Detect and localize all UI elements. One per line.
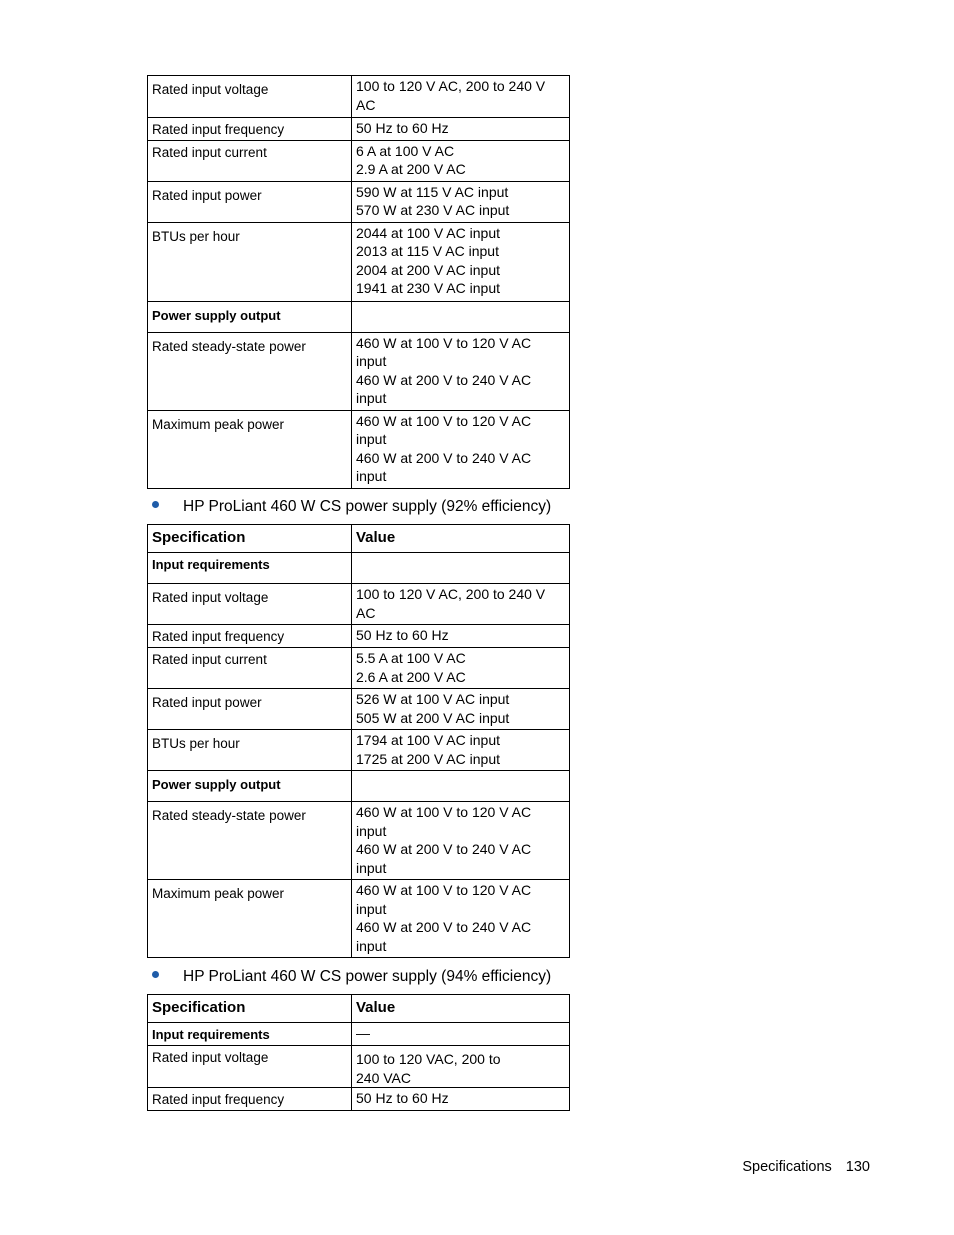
spec-label: Rated input voltage xyxy=(148,76,352,118)
spec-value: — xyxy=(352,1023,570,1046)
table-row xyxy=(148,118,570,141)
table-section-row xyxy=(148,1023,570,1046)
section-label: Power supply output xyxy=(148,771,352,802)
spec-label: Rated input power xyxy=(148,689,352,730)
column-header-specification: Specification xyxy=(148,525,352,553)
spec-label: Rated input current xyxy=(148,648,352,689)
spec-value: 100 to 120 V AC, 200 to 240 V AC xyxy=(352,76,570,118)
spec-label: Maximum peak power xyxy=(148,410,352,488)
spec-value: 50 Hz to 60 Hz xyxy=(352,1088,570,1111)
table-header-row xyxy=(148,995,570,1023)
spec-value: 50 Hz to 60 Hz xyxy=(352,118,570,141)
table-row xyxy=(148,648,570,689)
table-section-row xyxy=(148,301,570,332)
spec-label: Rated input voltage xyxy=(148,584,352,625)
table-row xyxy=(148,410,570,488)
spec-label: Rated input frequency xyxy=(148,118,352,141)
table-row xyxy=(148,222,570,301)
section-label: Input requirements xyxy=(148,553,352,584)
bullet-item xyxy=(152,967,551,987)
table-row xyxy=(148,584,570,625)
table-row xyxy=(148,1088,570,1111)
spec-table-continued xyxy=(147,75,570,489)
table-row xyxy=(148,332,570,410)
table-row xyxy=(148,880,570,958)
page-number: 130 xyxy=(845,1159,870,1175)
footer-section-name: Specifications xyxy=(742,1159,832,1175)
bullet-item xyxy=(152,497,551,517)
table-row xyxy=(148,689,570,730)
spec-value: 100 to 120 VAC, 200 to 240 VAC xyxy=(352,1046,570,1088)
column-header-value: Value xyxy=(352,995,570,1023)
section-label: Input requirements xyxy=(148,1023,352,1046)
bullet-dot-icon xyxy=(152,501,159,508)
spec-label: Rated steady-state power xyxy=(148,332,352,410)
table-row xyxy=(148,730,570,771)
spec-value: 590 W at 115 V AC input 570 W at 230 V AC input xyxy=(352,181,570,222)
table-section-row xyxy=(148,771,570,802)
bullet-dot-icon xyxy=(152,971,159,978)
table-row xyxy=(148,76,570,118)
table-row xyxy=(148,625,570,648)
spec-label: Rated steady-state power xyxy=(148,802,352,880)
bullet-text: HP ProLiant 460 W CS power supply (92% efficiency) xyxy=(183,498,552,515)
section-label: Power supply output xyxy=(148,301,352,332)
bullet-text: HP ProLiant 460 W CS power supply (94% efficiency) xyxy=(183,968,552,985)
table-row xyxy=(148,181,570,222)
spec-value: 460 W at 100 V to 120 V AC input 460 W at 200 V to 240 V AC input xyxy=(352,410,570,488)
spec-value xyxy=(352,553,570,584)
table-row xyxy=(148,802,570,880)
spec-label: Maximum peak power xyxy=(148,880,352,958)
column-header-value: Value xyxy=(352,525,570,553)
spec-label: Rated input frequency xyxy=(148,625,352,648)
page-footer xyxy=(742,1158,870,1176)
spec-value: 460 W at 100 V to 120 V AC input 460 W at 200 V to 240 V AC input xyxy=(352,802,570,880)
spec-value: 6 A at 100 V AC 2.9 A at 200 V AC xyxy=(352,140,570,181)
spec-label: Rated input frequency xyxy=(148,1088,352,1111)
spec-value: 50 Hz to 60 Hz xyxy=(352,625,570,648)
column-header-specification: Specification xyxy=(148,995,352,1023)
table-header-row xyxy=(148,525,570,553)
spec-value: 2044 at 100 V AC input 2013 at 115 V AC input 2004 at 200 V AC input 1941 at 230 V AC input xyxy=(352,222,570,301)
spec-value: 5.5 A at 100 V AC 2.6 A at 200 V AC xyxy=(352,648,570,689)
spec-value xyxy=(352,771,570,802)
spec-value: 526 W at 100 V AC input 505 W at 200 V AC input xyxy=(352,689,570,730)
spec-label: Rated input voltage xyxy=(148,1046,352,1088)
spec-label: Rated input current xyxy=(148,140,352,181)
spec-label: Rated input power xyxy=(148,181,352,222)
spec-value xyxy=(352,301,570,332)
table-row xyxy=(148,1046,570,1088)
spec-label: BTUs per hour xyxy=(148,730,352,771)
spec-table-92-efficiency xyxy=(147,524,570,958)
table-section-row xyxy=(148,553,570,584)
spec-value: 460 W at 100 V to 120 V AC input 460 W at 200 V to 240 V AC input xyxy=(352,332,570,410)
spec-label: BTUs per hour xyxy=(148,222,352,301)
spec-value: 100 to 120 V AC, 200 to 240 V AC xyxy=(352,584,570,625)
table-row xyxy=(148,140,570,181)
spec-table-94-efficiency xyxy=(147,994,570,1111)
spec-value: 1794 at 100 V AC input 1725 at 200 V AC input xyxy=(352,730,570,771)
spec-value: 460 W at 100 V to 120 V AC input 460 W at 200 V to 240 V AC input xyxy=(352,880,570,958)
